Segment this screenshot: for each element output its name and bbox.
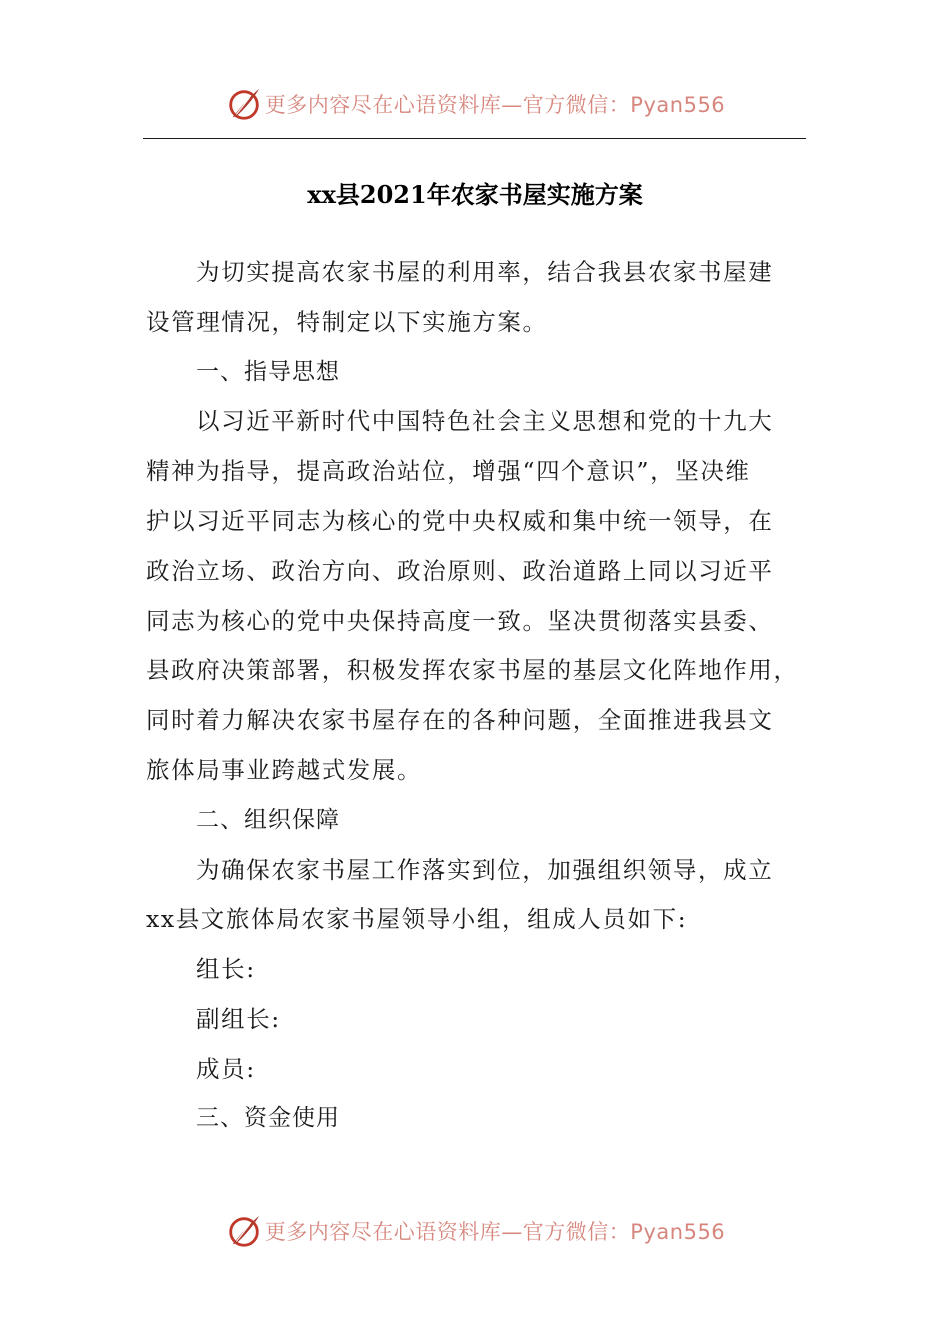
paragraph-line: 同志为核心的党中央保持高度一致。坚决贯彻落实县委、 xyxy=(146,607,774,635)
document-title: xx县2021年农家书屋实施方案 xyxy=(307,180,643,209)
section-heading-organization: 二、组织保障 xyxy=(196,807,340,833)
watermark-text: 更多内容尽在心语资料库—官方微信：Pyan556 xyxy=(264,93,726,117)
quill-pen-logo-icon xyxy=(225,1212,263,1250)
watermark-text: 更多内容尽在心语资料库—官方微信：Pyan556 xyxy=(264,1220,726,1244)
paragraph-line: 旅体局事业跨越式发展。 xyxy=(146,756,423,784)
paragraph-line: xx县文旅体局农家书屋领导小组，组成人员如下: xyxy=(146,905,688,933)
paragraph-line: 为确保农家书屋工作落实到位，加强组织领导，成立 xyxy=(196,856,774,884)
header-watermark xyxy=(0,84,950,124)
footer-watermark xyxy=(0,1211,950,1251)
paragraph-line: 以习近平新时代中国特色社会主义思想和党的十九大 xyxy=(196,407,774,435)
paragraph-line: 县政府决策部署，积极发挥农家书屋的基层文化阵地作用， xyxy=(146,656,799,684)
group-leader-label: 组长: xyxy=(196,955,256,983)
quill-pen-logo-icon xyxy=(225,85,263,123)
header-divider xyxy=(143,138,806,139)
paragraph-line: 为切实提高农家书屋的利用率，结合我县农家书屋建 xyxy=(196,258,774,286)
paragraph-line: 设管理情况，特制定以下实施方案。 xyxy=(146,308,548,336)
paragraph-line: 同时着力解决农家书屋存在的各种问题，全面推进我县文 xyxy=(146,706,774,734)
paragraph-line: 护以习近平同志为核心的党中央权威和集中统一领导，在 xyxy=(146,507,774,535)
section-heading-funding: 三、资金使用 xyxy=(196,1105,340,1131)
deputy-leader-label: 副组长: xyxy=(196,1005,281,1033)
paragraph-line: 政治立场、政治方向、政治原则、政治道路上同以习近平 xyxy=(146,557,774,585)
members-label: 成员: xyxy=(196,1055,256,1083)
paragraph-line: 精神为指导，提高政治站位，增强“四个意识”，坚决维 xyxy=(146,457,751,485)
section-heading-guiding-ideology: 一、指导思想 xyxy=(196,359,340,385)
